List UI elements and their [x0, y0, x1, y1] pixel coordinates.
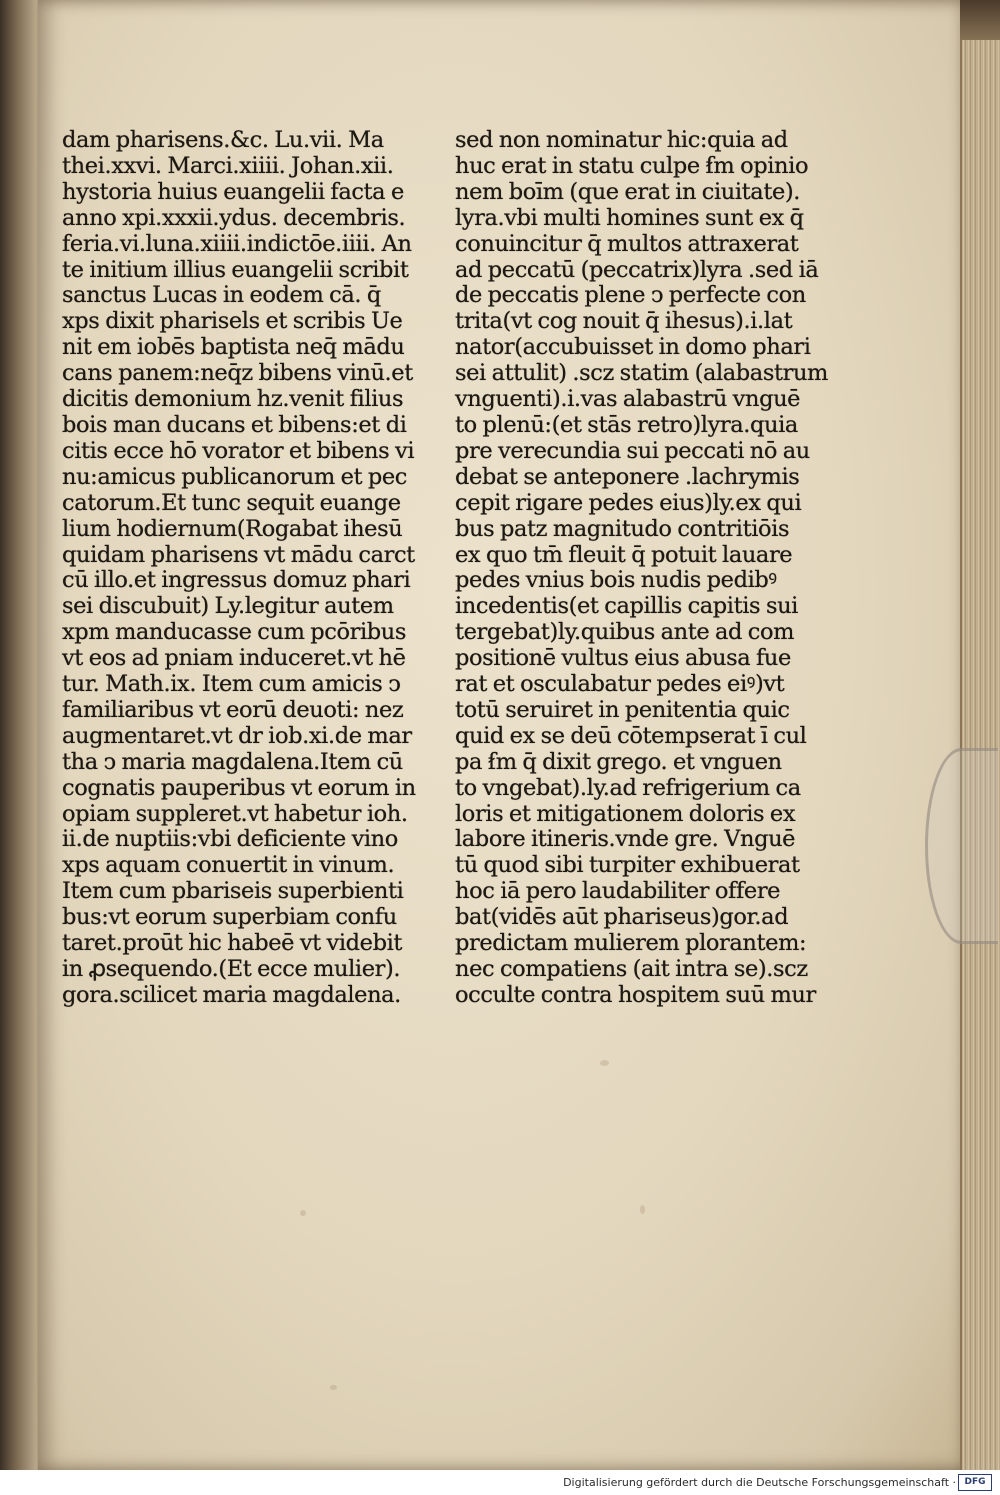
text-line: vnguenti).i.vas alabastrū vnguē: [455, 386, 801, 413]
text-line: bus patz magnitudo contritiōis: [455, 515, 790, 542]
text-line: xps dixit pharisels et scribis Ue: [62, 308, 403, 335]
text-line: totū seruiret in penitentia quic: [455, 696, 790, 723]
text-line: bus:vt eorum superbiam confu: [62, 904, 397, 931]
text-line: nem boīm (que erat in ciuitate).: [455, 178, 801, 205]
text-line: taret.proūt hic habeē vt videbit: [62, 930, 403, 957]
text-line: Item cum pbariseis superbienti: [62, 878, 404, 905]
text-line: debat se anteponere .lachrymis: [455, 463, 800, 490]
text-line: trita(vt cog nouit q̄ ihesus).i.lat: [455, 308, 793, 335]
text-line: tū quod sibi turpiter exhibuerat: [455, 852, 800, 879]
text-line: predictam mulierem plorantem:: [455, 930, 807, 957]
text-line: nit em iobēs baptista neq̄ mādu: [62, 334, 405, 361]
text-line: cū illo.et ingressus domuz phari: [62, 567, 411, 594]
text-line: nator(accubuisset in domo phari: [455, 334, 811, 361]
text-line: sed non nominatur hic:quia ad: [455, 127, 788, 153]
text-line: pedes vnius bois nudis pedibꝰ: [455, 567, 777, 594]
text-line: sei attulit) .scz statim (alabastrum: [455, 360, 828, 387]
binding-corner: [960, 0, 1000, 44]
paper-stain: [600, 1060, 609, 1066]
text-line: vt eos ad pniam induceret.vt hē: [62, 645, 406, 672]
text-line: cognatis pauperibus vt eorum in: [62, 774, 416, 801]
text-line: to plenū:(et stās retro)lyra.quia: [455, 411, 798, 438]
text-line: incedentis(et capillis capitis sui: [455, 593, 798, 620]
text-line: in ꝓsequendo.(Et ecce mulier).: [62, 956, 401, 982]
text-line: xps aquam conuertit in vinum.: [62, 852, 395, 879]
text-line: catorum.Et tunc sequit euange: [62, 489, 401, 516]
text-line: lium hodiernum(Rogabat ihesū: [62, 515, 403, 542]
text-line: tur. Math.ix. Item cum amicis ↄ: [62, 671, 401, 698]
text-line: lyra.vbi multi homines sunt ex q̄: [455, 204, 804, 231]
text-line: hystoria huius euangelii facta e: [62, 178, 404, 205]
dfg-logo: DFG: [958, 1474, 992, 1491]
text-line: pa ẜm q̄ dixit grego. et vnguen: [455, 748, 782, 775]
text-line: to vngebat).ly.ad refrigerium ca: [455, 774, 801, 801]
text-line: occulte contra hospitem suū mur: [455, 981, 816, 1008]
text-line: ex quo tm̄ fleuit q̄ potuit lauare: [455, 541, 793, 568]
text-line: bois man ducans et bibens:et di: [62, 411, 407, 438]
clasp-shadow: [925, 748, 998, 944]
text-line: conuincitur q̄ multos attraxerat: [455, 230, 799, 257]
text-line: anno xpi.xxxii.ydus. decembris.: [62, 204, 406, 231]
text-line: bat(vidēs aūt phariseus)gor.ad: [455, 904, 789, 931]
text-line: hoc iā pero laudabiliter offere: [455, 878, 781, 905]
text-line: tha ↄ maria magdalena.Item cū: [62, 748, 403, 775]
text-line: quid ex se deū cōtempserat ī cul: [455, 722, 807, 749]
text-line: ii.de nuptiis:vbi deficiente vino: [62, 826, 398, 853]
text-line: thei.xxvi. Marci.xiiii. Johan.xii.: [62, 152, 394, 179]
text-line: ad peccatū (peccatrix)lyra .sed iā: [455, 256, 819, 283]
text-line: augmentaret.vt dr iob.xi.de mar: [62, 722, 412, 749]
right-text-column: [455, 128, 828, 1009]
text-line: huc erat in statu culpe ẜm opinio: [455, 152, 809, 179]
left-text-column: [62, 128, 416, 1009]
paper-stain: [330, 1385, 337, 1390]
text-line: dam pharisens.&c. Lu.vii. Ma: [62, 127, 384, 153]
text-line: pre verecundia sui peccati nō au: [455, 437, 810, 464]
paper-stain: [640, 1205, 645, 1214]
text-line: rat et osculabatur pedes eiꝰ)vt: [455, 671, 785, 698]
text-line: gora.scilicet maria magdalena.: [62, 981, 401, 1008]
text-line: familiaribus vt eorū deuoti: nez: [62, 696, 404, 723]
text-line: sei discubuit) Ly.legitur autem: [62, 593, 394, 620]
text-line: sanctus Lucas in eodem cā. q̄: [62, 282, 381, 309]
text-line: labore itineris.vnde gre. Vnguē: [455, 826, 796, 853]
text-line: de peccatis plene ↄ perfecte con: [455, 282, 806, 309]
text-line: positionē vultus eius abusa fue: [455, 645, 791, 672]
text-line: loris et mitigationem doloris ex: [455, 800, 796, 827]
text-line: opiam suppleret.vt habetur ioh.: [62, 800, 408, 827]
text-line: cans panem:neq̄z bibens vinū.et: [62, 360, 413, 387]
text-line: nec compatiens (ait intra se).scz: [455, 956, 808, 982]
text-line: dicitis demonium hz.venit filius: [62, 386, 404, 413]
text-line: cepit rigare pedes eius)ly.ex qui: [455, 489, 802, 516]
text-line: te initium illius euangelii scribit: [62, 256, 409, 283]
text-line: tergebat)ly.quibus ante ad com: [455, 619, 795, 646]
text-line: nu:amicus publicanorum et pec: [62, 463, 408, 490]
text-line: feria.vi.luna.xiiii.indictōe.iiii. An: [62, 230, 412, 257]
paper-stain: [300, 1210, 306, 1216]
text-line: citis ecce hō vorator et bibens vi: [62, 437, 415, 464]
text-line: xpm manducasse cum pcōribus: [62, 619, 407, 646]
digitization-credit: Digitalisierung gefördert durch die Deutsche Forschungsgemeinschaft ·: [563, 1476, 956, 1489]
text-line: quidam pharisens vt mādu carct: [62, 541, 415, 568]
